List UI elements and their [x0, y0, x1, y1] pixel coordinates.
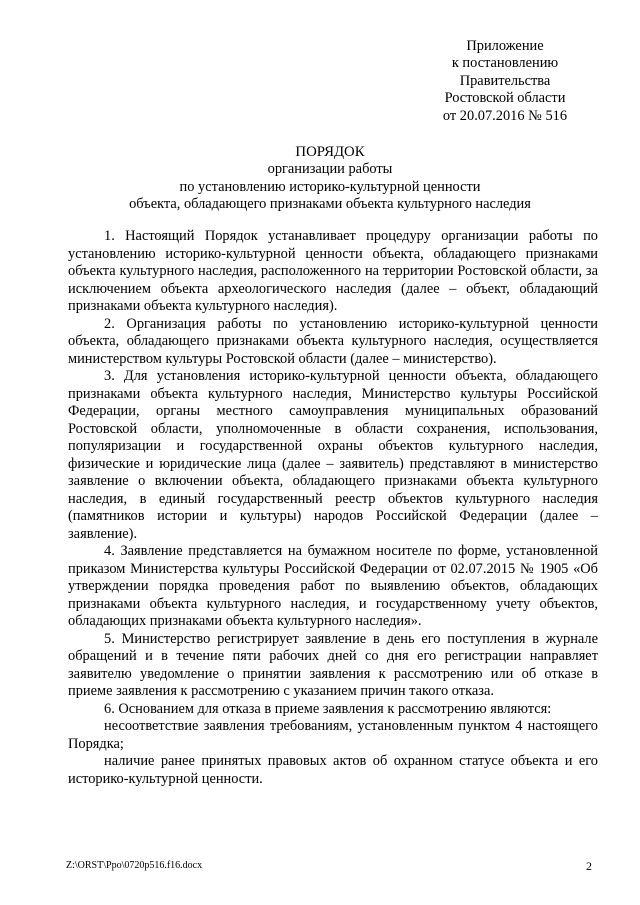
- appendix-line: Приложение: [466, 38, 544, 54]
- paragraph-1: 1. Настоящий Порядок устанавливает процедуру организации работы по установлению историко-культурной ценности объекта, обладающего признаками объекта культурного наследия, расположенного на территории Ростовской области, за исключением объекта археологического наследия (далее – объект, обладающий признаками объекта культурного наследия).: [68, 228, 598, 314]
- page-number: 2: [586, 859, 592, 873]
- document-body: [68, 228, 598, 788]
- paragraph-5: 5. Министерство регистрирует заявление в день его поступления в журнале обращений и в течение пяти рабочих дней со дня его регистрации направляет заявителю уведомление о принятии заявления к рассмотрению или об отказе в приеме заявления к рассмотрению с указанием причин такого отказа.: [68, 630, 598, 699]
- appendix-line: Правительства: [459, 72, 551, 89]
- appendix-line: Ростовской области: [444, 90, 566, 107]
- title-line: организации работы: [267, 161, 393, 178]
- appendix-line: к постановлению: [451, 55, 559, 72]
- paragraph-6-item-1: несоответствие заявления требованиям, установленным пунктом 4 настоящего Порядка;: [68, 718, 598, 752]
- document-title: [60, 144, 600, 214]
- paragraph-4: 4. Заявление представляется на бумажном носителе по форме, установленной приказом Министерства культуры Российской Федерации от 02.07.2015 № 1905 «Об утверждении порядка проведения работ по выявлению объектов, обладающих признаками объекта культурного наследия, и государственному учету объектов, обладающих признаками объекта культурного наследия».: [68, 543, 598, 629]
- appendix-line: от 20.07.2016 № 516: [442, 107, 568, 124]
- paragraph-6: 6. Основанием для отказа в приеме заявления к рассмотрению являются:: [104, 700, 552, 717]
- paragraph-6-item-2: наличие ранее принятых правовых актов об охранном статусе объекта и его историко-культурной ценности.: [68, 753, 598, 787]
- title-line: по установлению историко-культурной ценности: [179, 178, 481, 195]
- footer-file-path: Z:\ORST\Ppo\0720p516.f16.docx: [66, 860, 203, 871]
- title-heading: ПОРЯДОК: [295, 144, 365, 160]
- paragraph-2: 2. Организация работы по установлению историко-культурной ценности объекта, обладающего признаками объекта культурного наследия, осуществляется министерством культуры Ростовской области (далее – министерство).: [68, 315, 598, 367]
- title-line: объекта, обладающего признаками объекта культурного наследия: [129, 196, 531, 213]
- paragraph-3: 3. Для установления историко-культурной ценности объекта, обладающего признаками объекта культурного наследия, Министерство культуры Российской Федерации, органы местного самоуправления муниципальных образований Ростовской области, уполномоченные в области сохранения, использования, популяризации и государственной охраны объектов культурного наследия, физические и юридические лица (далее – заявитель) представляют в министерство заявление о включении объекта, обладающего признаками объекта культурного наследия, в единый государственный реестр объектов культурного наследия (памятников истории и культуры) народов Российской Федерации (далее – заявление).: [68, 368, 598, 542]
- appendix-stamp: [420, 38, 590, 125]
